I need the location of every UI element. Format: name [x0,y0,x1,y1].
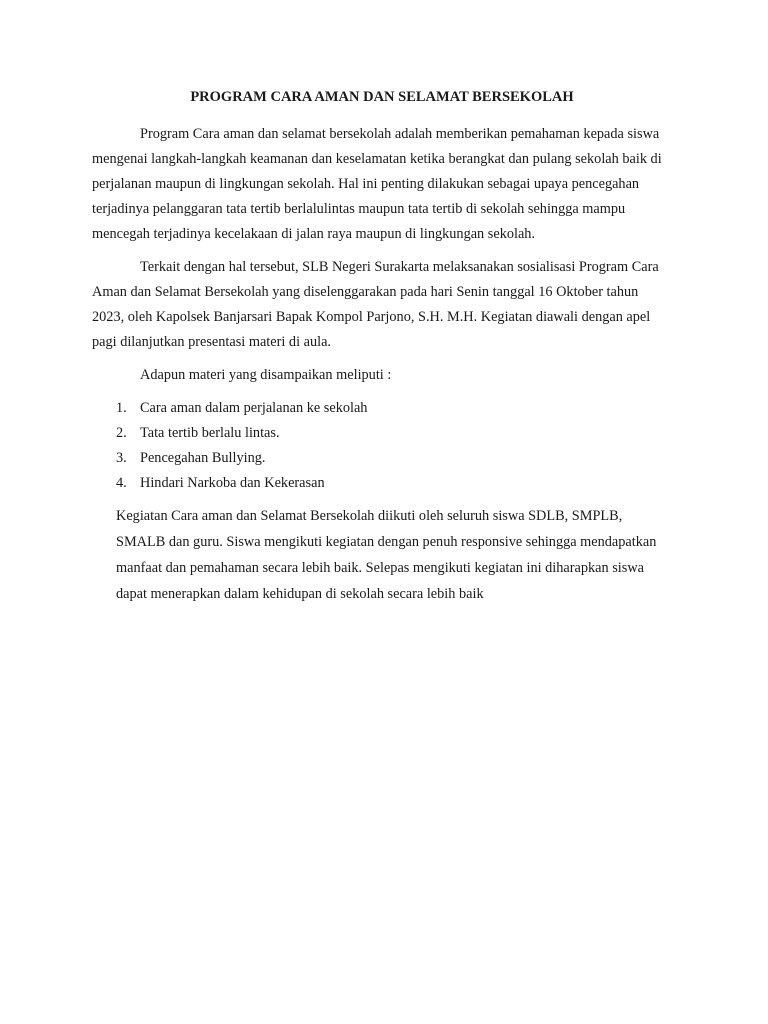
paragraph-event: Terkait dengan hal tersebut, SLB Negeri Surakarta melaksanakan sosialisasi Program Cara Aman dan Selamat Bersekolah yang diselenggarakan pada hari Senin tanggal 16 Oktober tahun 2023, oleh Kapolsek Banjarsari Bapak Kompol Parjono, S.H. M.H. Kegiatan diawali dengan apel pagi dilanjutkan presentasi materi di aula. [92,259,659,350]
paragraph-intro: Program Cara aman dan selamat bersekolah adalah memberikan pemahaman kepada siswa mengenai langkah-langkah keamanan dan keselamatan ketika berangkat dan pulang sekolah baik di perjalanan maupun di lingkungan sekolah. Hal ini penting dilakukan sebagai upaya pencegahan terjadinya pelanggaran tata tertib berlalulintas maupun tata tertib di sekolah sehingga mampu mencegah terjadinya kecelakaan di jalan raya maupun di lingkungan sekolah. [92,126,662,242]
list-intro: Adapun materi yang disampaikan meliputi : [140,367,392,383]
material-list [92,396,672,496]
list-item [92,471,672,496]
document-page [92,86,672,607]
list-item [92,396,672,421]
list-item-text: Tata tertib berlalu lintas. [140,425,280,441]
document-title: PROGRAM CARA AMAN DAN SELAMAT BERSEKOLAH [190,89,574,105]
list-item [92,446,672,471]
list-item-number: 4. [116,475,127,491]
list-item-text: Cara aman dalam perjalanan ke sekolah [140,400,368,416]
list-item-text: Hindari Narkoba dan Kekerasan [140,475,325,491]
list-item-number: 3. [116,450,127,466]
paragraph-closing: Kegiatan Cara aman dan Selamat Bersekolah diikuti oleh seluruh siswa SDLB, SMPLB, SMALB dan guru. Siswa mengikuti kegiatan dengan penuh responsive sehingga mendapatkan manfaat dan pemahaman secara lebih baik. Selepas mengikuti kegiatan ini diharapkan siswa dapat menerapkan dalam kehidupan di sekolah secara lebih baik [116,508,657,602]
list-item-number: 2. [116,425,127,441]
list-item [92,421,672,446]
list-item-number: 1. [116,400,127,416]
list-item-text: Pencegahan Bullying. [140,450,266,466]
